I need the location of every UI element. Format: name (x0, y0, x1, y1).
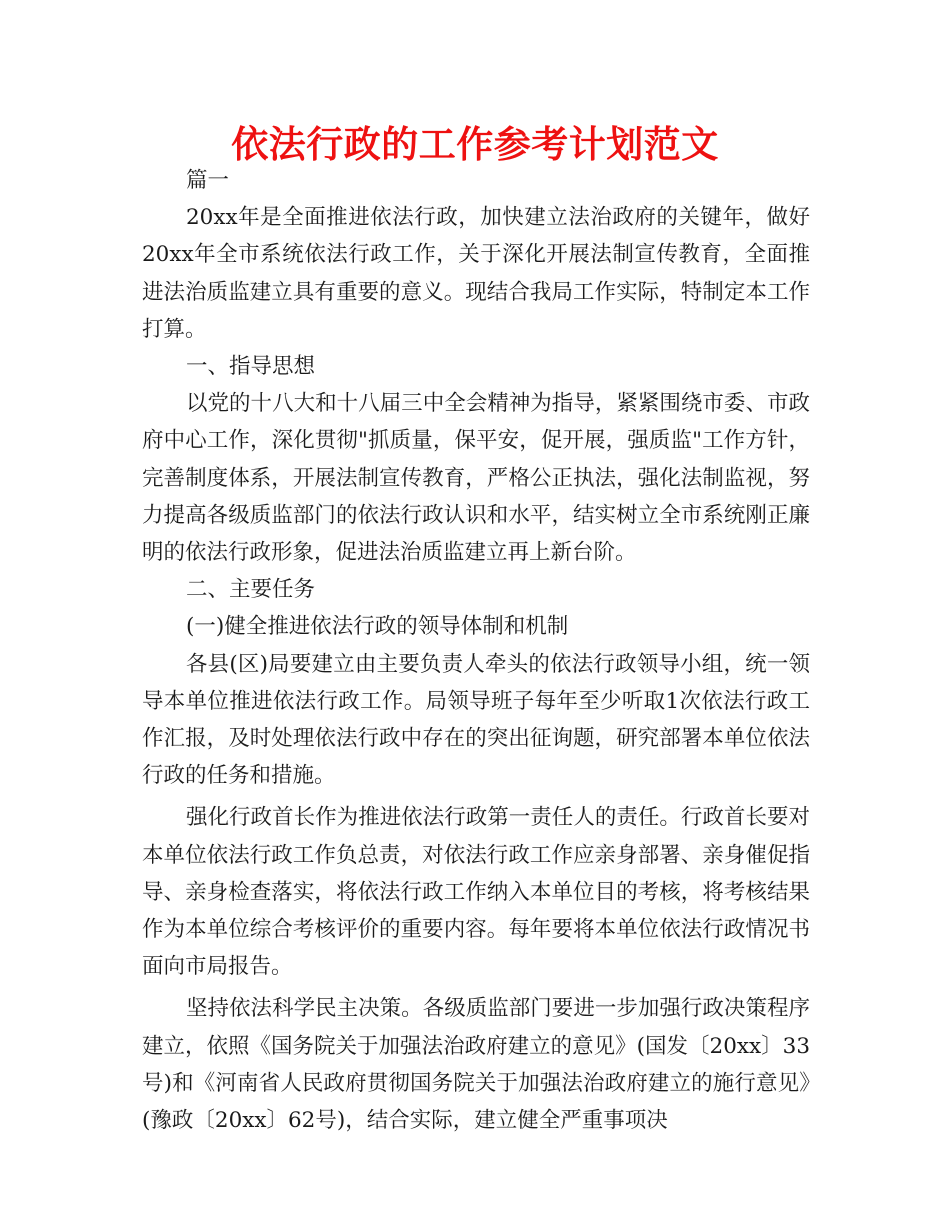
paragraph-scientific-decision: 坚持依法科学民主决策。各级质监部门要进一步加强行政决策程序建立，依照《国务院关于加强法治政府建立的意见》(国发〔20xx〕33号)和《河南省人民政府贯彻国务院关于加强法治政府建立的施行意见》(豫政〔20xx〕62号)，结合实际，建立健全严重事项决 (142, 996, 810, 1134)
paragraph-chief-responsibility: 强化行政首长作为推进依法行政第一责任人的责任。行政首长要对本单位依法行政工作负总责，对依法行政工作应亲身部署、亲身催促指导、亲身检查落实，将依法行政工作纳入本单位目的考核，将考核结果作为本单位综合考核评价的重要内容。每年要将本单位依法行政情况书面向市局报告。 (142, 805, 810, 980)
document-title: 依法行政的工作参考计划范文 (231, 123, 719, 166)
paragraph-leadership-group: 各县(区)局要建立由主要负责人牵头的依法行政领导小组，统一领导本单位推进依法行政工作。局领导班子每年至少听取1次依法行政工作汇报，及时处理依法行政中存在的突出征询题，研究部署本单位依法行政的任务和措施。 (142, 651, 810, 789)
subheading-leadership-system: (一)健全推进依法行政的领导体制和机制 (186, 614, 569, 640)
paragraph-intro: 20xx年是全面推进依法行政，加快建立法治政府的关键年，做好20xx年全市系统依法行政工作，关于深化开展法制宣传教育，全面推进法治质监建立具有重要的意义。现结合我局工作实际，特制定本工作打算。 (142, 205, 810, 342)
document-body (142, 162, 810, 1139)
heading-main-tasks: 二、主要任务 (186, 577, 316, 603)
paragraph-guiding-ideology: 以党的十八大和十八届三中全会精神为指导，紧紧围绕市委、市政府中心工作，深化贯彻"抓质量，保平安，促开展，强质监"工作方针，完善制度体系，开展法制宣传教育，严格公正执法，强化法制监视，努力提高各级质监部门的依法行政认识和水平，结实树立全市系统刚正廉明的依法行政形象，促进法治质监建立再上新台阶。 (142, 391, 810, 566)
heading-guiding-ideology: 一、指导思想 (186, 354, 316, 380)
section-label-part-one: 篇一 (186, 168, 230, 193)
